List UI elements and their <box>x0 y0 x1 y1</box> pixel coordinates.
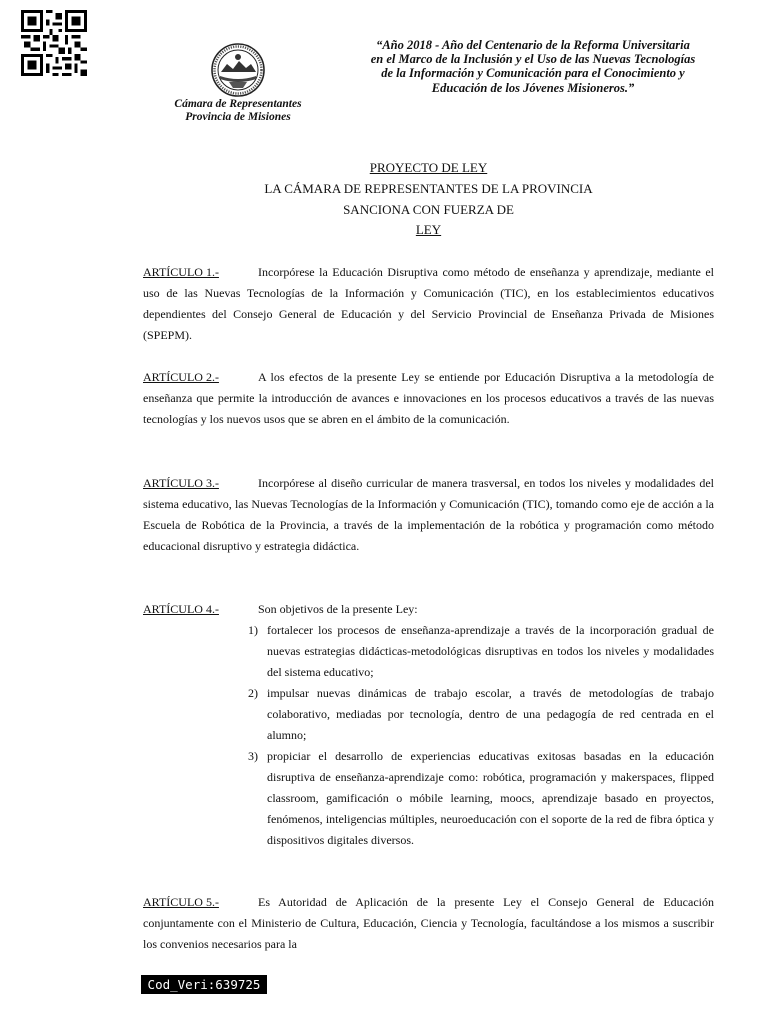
chamber-line-2: Provincia de Misiones <box>185 111 291 123</box>
article-3-label: ARTÍCULO 3.- <box>143 476 219 490</box>
article-5-label: ARTÍCULO 5.- <box>143 895 219 909</box>
bill-title-line-1: PROYECTO DE LEY <box>369 160 488 175</box>
list-item-text: propiciar el desarrollo de experiencias educativas exitosas basadas en la educación disruptiva de enseñanza-aprendizaje como: robótica, programación y makerspaces, flipped classroom, gamificación o móbile learning, moocs, aprendizaje basado en proyectos, fenómenos, inteligencias múltiples, neuroeducación con el soporte de la red de fibra óptica y dispositivos digitales diversos. <box>267 749 714 847</box>
article-4-label: ARTÍCULO 4.- <box>143 602 219 616</box>
chamber-line-1: Cámara de Representantes <box>174 98 302 110</box>
list-item-number: 2) <box>248 686 258 700</box>
list-item-text: fortalecer los procesos de enseñanza-aprendizaje a través de la incorporación gradual de nuevas estrategias didácticas-metodológicas disruptivas en todos los niveles y modalidades del sistema educativo; <box>267 623 714 679</box>
article-2 <box>143 367 714 430</box>
article-1 <box>143 262 714 346</box>
article-1-label: ARTÍCULO 1.- <box>143 265 219 279</box>
article-2-label: ARTÍCULO 2.- <box>143 370 219 384</box>
article-3-text: Incorpórese al diseño curricular de manera trasversal, en todos los niveles y modalidades del sistema educativo, las Nuevas Tecnologías de la Información y Comunicación (TIC), tomando como eje de acción a la Escuela de Robótica de la Provincia, a través de la implementación de la robótica y programación como método educacional disruptivo y estrategia didáctica. <box>143 476 714 553</box>
list-item-number: 1) <box>248 623 258 637</box>
bill-title <box>143 158 714 241</box>
verification-code: Cod_Veri:639725 <box>141 975 267 994</box>
provincial-seal-icon <box>209 42 267 98</box>
list-item-number: 3) <box>248 749 258 763</box>
list-item <box>143 746 714 851</box>
article-5-text: Es Autoridad de Aplicación de la presente Ley el Consejo General de Educación conjuntamente con el Ministerio de Cultura, Educación, Ciencia y Tecnología, facultándose a los mismos a suscribir los convenios necesarios para la <box>143 895 714 951</box>
qr-code-icon <box>12 10 96 76</box>
list-item <box>143 683 714 746</box>
article-4 <box>143 599 714 851</box>
article-3 <box>143 473 714 557</box>
article-2-text: A los efectos de la presente Ley se entiende por Educación Disruptiva a la metodología de enseñanza que permite la introducción de avances e innovaciones en los procesos educativos a través de las nuevas tecnologías y los nuevos usos que se abren en el ámbito de la comunicación. <box>143 370 714 426</box>
bill-title-line-4: LEY <box>415 222 442 238</box>
list-item-text: impulsar nuevas dinámicas de trabajo escolar, a través de metodologías de trabajo colaborativo, mediadas por tecnología, dentro de una pedagogía de red centrada en el alumno; <box>267 686 714 742</box>
objectives-list <box>143 620 714 851</box>
year-motto: “Año 2018 - Año del Centenario de la Reforma Universitaria en el Marco de la Inclusión y el Uso de las Nuevas Tecnologías de la Información y Comunicación para el Conocimiento y Educación de los Jóvenes Misioneros.” <box>370 38 696 95</box>
article-1-text: Incorpórese la Educación Disruptiva como método de enseñanza y aprendizaje, mediante el uso de las Nuevas Tecnologías de la Información y Comunicación (TIC), en los establecimientos educativos dependientes del Consejo General de Educación y del Servicio Provincial de Enseñanza Privada de Misiones (SPEPM). <box>143 265 714 342</box>
bill-title-line-3: SANCIONA CON FUERZA DE <box>343 201 514 217</box>
chamber-name <box>150 98 326 124</box>
bill-title-line-2: LA CÁMARA DE REPRESENTANTES DE LA PROVINCIA <box>264 180 593 196</box>
list-item <box>143 620 714 683</box>
article-5 <box>143 892 714 955</box>
article-4-text: Son objetivos de la presente Ley: <box>258 602 418 616</box>
